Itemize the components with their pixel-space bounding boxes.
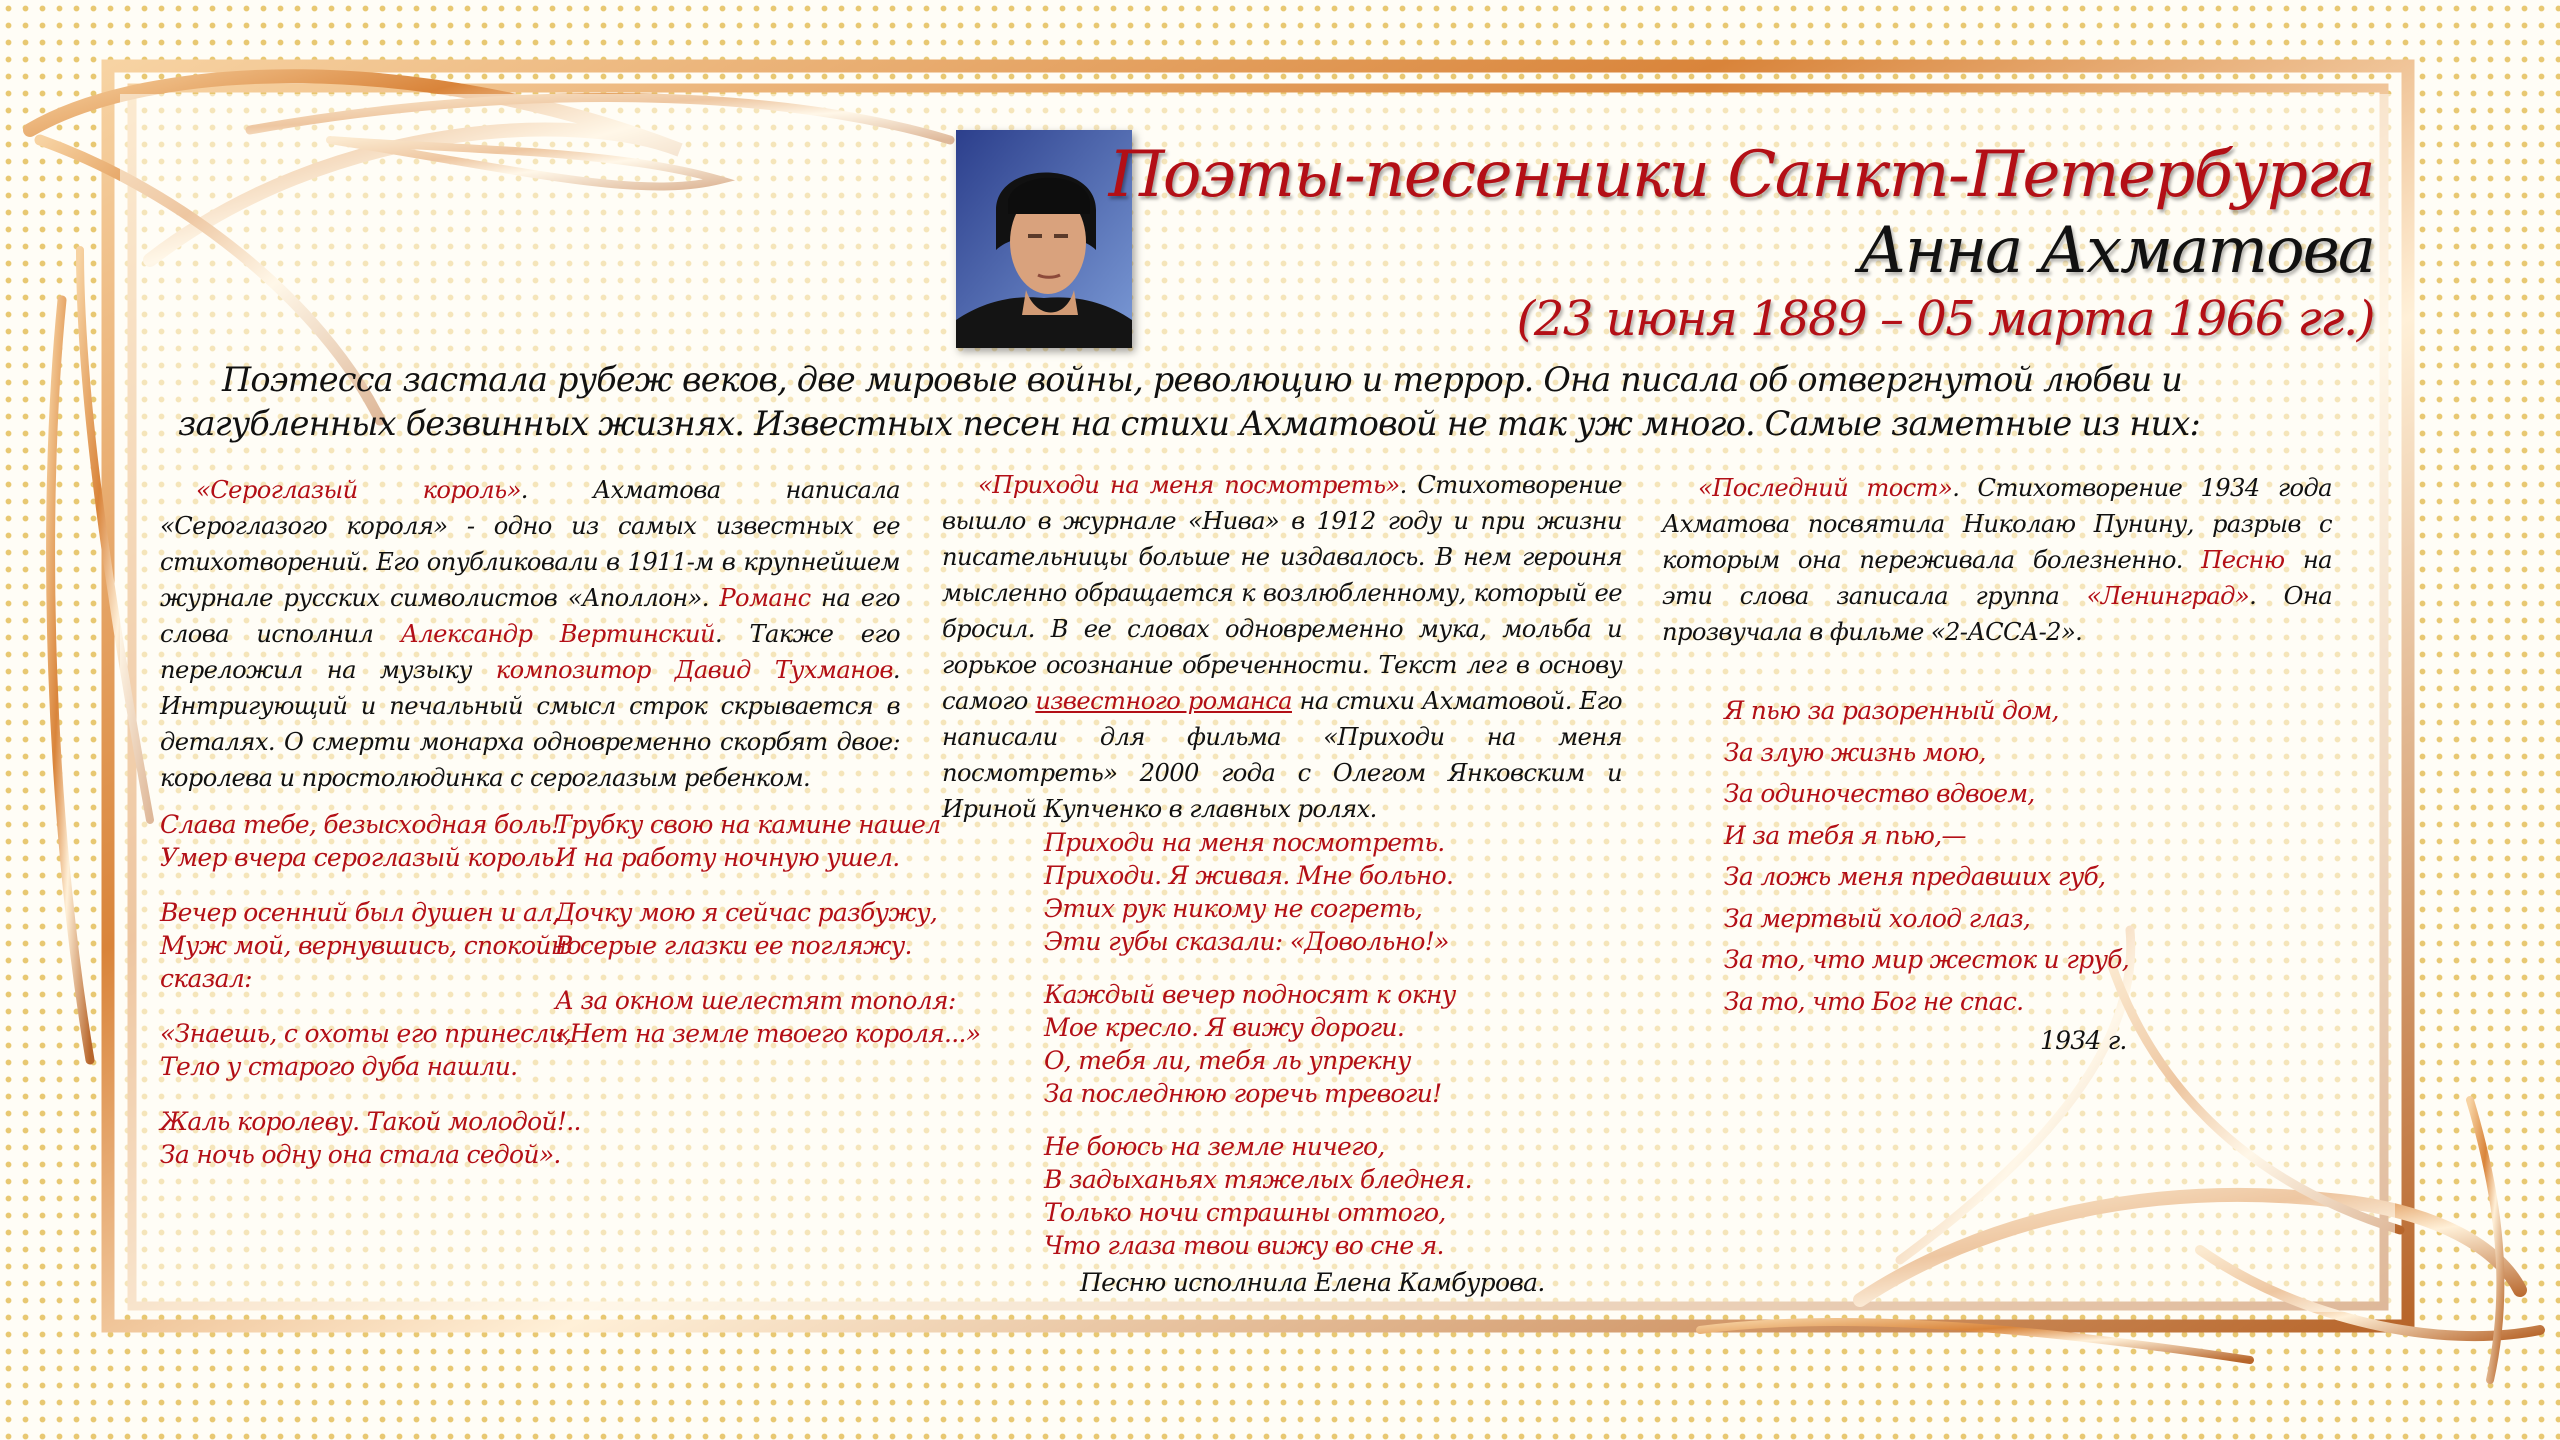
verse-line: Мое кресло. Я вижу дороги.: [1044, 1013, 1405, 1042]
performer-name: Александр Вертинский: [400, 620, 715, 648]
verse-line: Муж мой, вернувшись, спокойно: [160, 931, 581, 960]
poet-name: Анна Ахматова: [1858, 214, 2374, 288]
verse-line: Что глаза твои вижу во сне я.: [1044, 1231, 1444, 1260]
poet-dates: (23 июня 1889 – 05 марта 1966 гг.): [1516, 291, 2374, 347]
stanza: [160, 1105, 581, 1171]
verse-line: И на работу ночную ушел.: [555, 843, 900, 872]
verse-line: За последнюю горечь тревоги!: [1044, 1079, 1442, 1108]
verse-line: О, тебя ли, тебя ль упрекну: [1044, 1046, 1411, 1075]
verse-line: В серые глазки ее погляжу.: [555, 931, 912, 960]
stanza: [160, 896, 581, 995]
stanza: [1044, 978, 1464, 1110]
stanza: [160, 1017, 572, 1083]
composer-name: композитор Давид Тухманов: [495, 656, 893, 684]
verse-line: Дочку мою я сейчас разбужу,: [555, 898, 938, 927]
band-name: «Ленинград»: [2086, 582, 2250, 610]
description-text: . Также его переложил на музыку: [160, 620, 900, 684]
description-text: . Ахматова написала «Сероглазого короля» - одно из самых известных ее стихотворений. Его опубликовали в 1911-м в крупнейшем журнале русских символистов «Аполлон».: [160, 476, 900, 612]
description-text: на стихи Ахматовой. Его написали для фильма «Приходи на меня посмотреть» 2000 года с Олегом Янковским и Ириной Купченко в главных ролях.: [942, 687, 1623, 823]
intro-text: Поэтесса застала рубеж веков, две мировые войны, революцию и террор. Она писала об отвергнутой любви и загубленных безвинных жизнях. Известных песен на стихи Ахматовой не так уж много. Самые заметные из них:: [178, 360, 2200, 443]
verse-line: Умер вчера сероглазый король.: [160, 843, 561, 872]
stanza: [555, 896, 938, 962]
verse-line: сказал:: [160, 964, 252, 993]
verse-line: Только ночи страшны оттого,: [1044, 1198, 1446, 1227]
description-text: . Стихотворение 1934 года Ахматова посвятила Николаю Пунину, разрыв с которым она переживала болезненно.: [1662, 474, 2333, 574]
song-title: «Сероглазый король»: [196, 476, 521, 504]
song-word: Песню: [2201, 546, 2285, 574]
description-text: на его слова исполнил: [160, 584, 900, 648]
verse-line: За то, что Бог не спас.: [1724, 986, 2024, 1016]
verse-right: [555, 808, 981, 1072]
verse-line: За одиночество вдвоем,: [1724, 779, 2035, 808]
verse-line: За злую жизнь мою,: [1724, 737, 1986, 767]
verse-left: [160, 808, 581, 1193]
verse-line: Слава тебе, безысходная боль!: [160, 810, 561, 839]
song-description: [1662, 470, 2332, 650]
song-description: [942, 467, 1622, 827]
verse-line: Этих рук никому не согреть,: [1044, 894, 1423, 923]
verse-line: Не боюсь на земле ничего,: [1044, 1132, 1385, 1161]
description-text: . Она прозвучала в фильме «2-АССА-2».: [1662, 582, 2333, 646]
verse-line: За ложь меня предавших губ,: [1724, 862, 2106, 891]
verse-line: За ночь одну она стала седой».: [160, 1140, 561, 1169]
song-column-1: [160, 472, 900, 796]
song-column-3: [1662, 470, 2332, 650]
description-text: . Стихотворение вышло в журнале «Нива» в 1912 году и при жизни писательницы больше не издавалось. В нем героиня мысленно обращается к возлюбленному, который ее бросил. В ее словах одновременно мука, мольба и горькое осознание обреченности. Текст лег в основу самого: [942, 471, 1622, 715]
performer-note: Песню исполнила Елена Камбурова.: [1080, 1268, 1545, 1297]
song-title: «Приходи на меня посмотреть»: [978, 471, 1400, 499]
romance-word: Романс: [719, 584, 811, 612]
stanza: [555, 984, 981, 1050]
verse-line: Я пью за разоренный дом,: [1724, 696, 2059, 725]
verse-line: Жаль королеву. Такой молодой!..: [160, 1107, 581, 1136]
stanza: [1044, 1130, 1472, 1262]
verse-line: А за окном шелестят тополя:: [555, 986, 956, 1015]
description-text: на эти слова записала группа: [1662, 546, 2332, 610]
verse-line: За мертвый холод глаз,: [1724, 903, 2031, 933]
stanza: [555, 808, 941, 874]
song-column-2: [942, 467, 1622, 827]
song-description: [160, 472, 900, 796]
verse-line: И за тебя я пью,—: [1724, 820, 1966, 850]
verse-line: За то, что мир жесток и груб,: [1724, 945, 2130, 974]
verse-line: В задыханьях тяжелых бледнея.: [1044, 1165, 1472, 1194]
stanza: [1044, 826, 1464, 958]
verse-line: Трубку свою на камине нашел: [555, 810, 941, 839]
verse-line: Приходи. Я живая. Мне больно.: [1044, 861, 1454, 890]
description-text: . Интригующий и печальный смысл строк скрывается в деталях. О смерти монарха одновременно скорбят двое: королева и простолюдинка с сероглазым ребенком.: [160, 656, 901, 792]
page-title: Поэты-песенники Санкт-Петербурга: [1108, 138, 2374, 212]
romance-link[interactable]: известного романса: [1035, 687, 1292, 715]
verse-line: Эти губы сказали: «Довольно!»: [1044, 927, 1449, 956]
verse-line: Приходи на меня посмотреть.: [1044, 828, 1445, 857]
verse-column-3: [1724, 690, 2224, 1022]
header: [814, 136, 2374, 350]
verse-column-2: [1044, 826, 1472, 1282]
stanza: [160, 808, 561, 874]
verse-line: «Нет на земле твоего короля...»: [555, 1019, 981, 1048]
song-title: «Последний тост»: [1698, 474, 1953, 502]
verse-year: 1934 г.: [2040, 1026, 2127, 1055]
verse-line: Вечер осенний был душен и ал,: [160, 898, 560, 927]
verse-line: Каждый вечер подносят к окну: [1044, 980, 1456, 1009]
verse-line: «Знаешь, с охоты его принесли,: [160, 1019, 572, 1048]
verse-line: Тело у старого дуба нашли.: [160, 1052, 518, 1081]
